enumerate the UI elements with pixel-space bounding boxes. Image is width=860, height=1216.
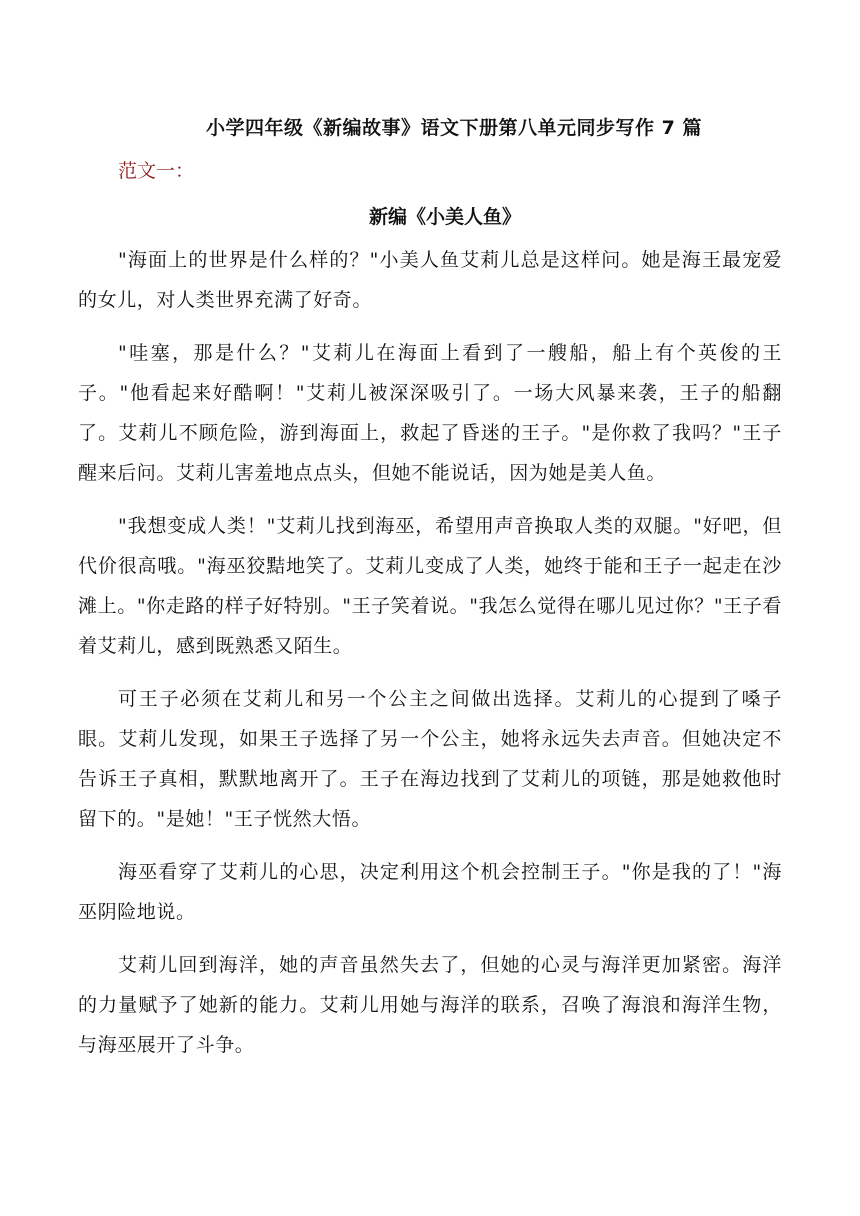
- paragraph: "我想变成人类！"艾莉儿找到海巫，希望用声音换取人类的双腿。"好吧，但代价很高哦。"海巫狡黠地笑了。艾莉儿变成了人类，她终于能和王子一起走在沙滩上。"你走路的样子好特别。"王子笑着说。"我怎么觉得在哪儿见过你？"王子看着艾莉儿，感到既熟悉又陌生。: [78, 515, 782, 657]
- paragraph: 可王子必须在艾莉儿和另一个公主之间做出选择。艾莉儿的心提到了嗓子眼。艾莉儿发现，如果王子选择了另一个公主，她将永远失去声音。但她决定不告诉王子真相，默默地离开了。王子在海边找到了艾莉儿的项链，那是她救他时留下的。"是她！"王子恍然大悟。: [78, 688, 782, 830]
- section-label: 范文一：: [118, 160, 195, 182]
- document-title: 小学四年级《新编故事》语文下册第八单元同步写作 7 篇: [206, 117, 702, 139]
- paragraph: "哇塞，那是什么？"艾莉儿在海面上看到了一艘船，船上有个英俊的王子。"他看起来好酷啊！"艾莉儿被深深吸引了。一场大风暴来袭，王子的船翻了。艾莉儿不顾危险，游到海面上，救起了昏迷的王子。"是你救了我吗？"王子醒来后问。艾莉儿害羞地点点头，但她不能说话，因为她是美人鱼。: [78, 342, 782, 484]
- paragraph: 海巫看穿了艾莉儿的心思，决定利用这个机会控制王子。"你是我的了！"海巫阴险地说。: [78, 861, 782, 923]
- story-body: [78, 240, 782, 1078]
- paragraph: "海面上的世界是什么样的？"小美人鱼艾莉儿总是这样问。她是海王最宠爱的女儿，对人类世界充满了好奇。: [78, 249, 782, 311]
- paragraph: 艾莉儿回到海洋，她的声音虽然失去了，但她的心灵与海洋更加紧密。海洋的力量赋予了她新的能力。艾莉儿用她与海洋的联系，召唤了海浪和海洋生物，与海巫展开了斗争。: [78, 954, 782, 1056]
- story-title: 新编《小美人鱼》: [368, 206, 521, 228]
